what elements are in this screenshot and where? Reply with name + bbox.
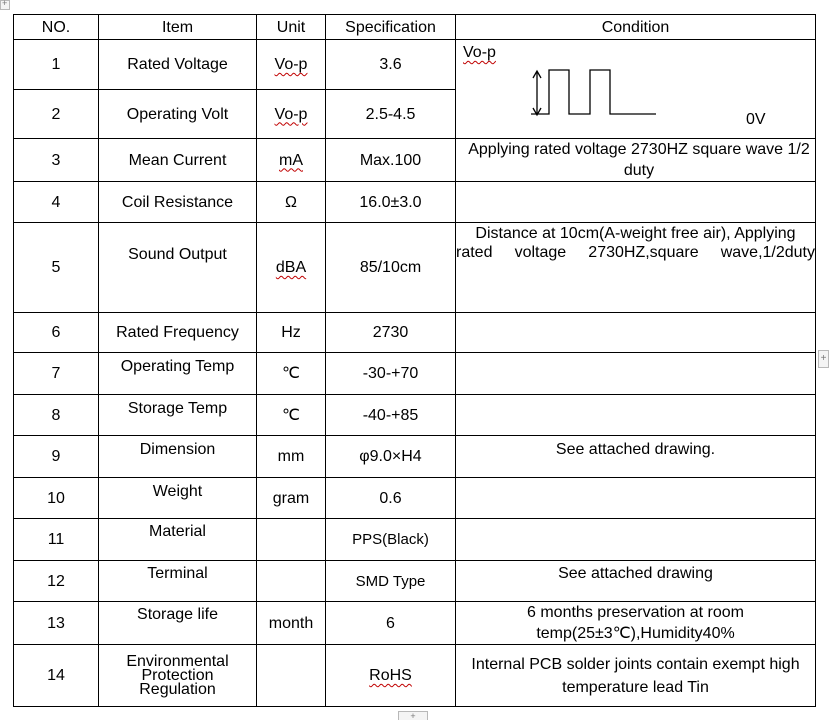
add-column-handle[interactable]: + xyxy=(818,350,829,368)
row-condition: See attached drawing xyxy=(456,561,816,602)
row-item: Dimension xyxy=(99,436,257,478)
row-spec: 3.6 xyxy=(326,40,456,90)
row-no: 5 xyxy=(14,223,99,313)
row-item: Terminal xyxy=(99,561,257,602)
row-spec: -30-+70 xyxy=(326,353,456,395)
table-row xyxy=(14,313,816,353)
wave-baseline-label: 0V xyxy=(746,111,766,128)
table-row xyxy=(14,519,816,561)
header-unit: Unit xyxy=(257,15,326,40)
row-unit xyxy=(257,90,326,139)
table-row xyxy=(14,436,816,478)
row-condition: Internal PCB solder joints contain exempt high temperature lead Tin xyxy=(456,645,816,707)
row-spec: Max.100 xyxy=(326,139,456,182)
row-item: Rated Frequency xyxy=(99,313,257,353)
unit-text: Vo-p xyxy=(274,105,308,123)
unit-text: Vo-p xyxy=(274,56,308,73)
table-row xyxy=(14,561,816,602)
row-item: Material xyxy=(99,519,257,561)
row-condition: 6 months preservation at room temp(25±3℃),Humidity40% xyxy=(456,602,816,645)
row-condition xyxy=(456,478,816,519)
row-condition xyxy=(456,395,816,436)
row-spec: SMD Type xyxy=(326,561,456,602)
row-item: Storage life xyxy=(99,602,257,645)
row-spec: φ9.0×H4 xyxy=(326,436,456,478)
wave-amplitude-label: Vo-p xyxy=(463,44,496,61)
row-condition xyxy=(456,313,816,353)
row-no: 12 xyxy=(14,561,99,602)
row-no: 6 xyxy=(14,313,99,353)
row-unit xyxy=(257,561,326,602)
row-unit: ℃ xyxy=(257,395,326,436)
row-spec: 2.5-4.5 xyxy=(326,90,456,139)
header-specification: Specification xyxy=(326,15,456,40)
row-no: 10 xyxy=(14,478,99,519)
table-move-handle[interactable] xyxy=(0,0,10,10)
header-condition: Condition xyxy=(456,15,816,40)
row-no: 13 xyxy=(14,602,99,645)
row-item: Storage Temp xyxy=(99,395,257,436)
unit-text: dBA xyxy=(275,259,307,276)
row-spec: -40-+85 xyxy=(326,395,456,436)
header-no: NO. xyxy=(14,15,99,40)
row-condition: Distance at 10cm(A-weight free air), Applying rated voltage 2730HZ,square wave,1/2duty xyxy=(456,223,816,313)
row-no: 4 xyxy=(14,182,99,223)
waveform-cell xyxy=(456,40,816,139)
table-row xyxy=(14,395,816,436)
row-condition xyxy=(456,353,816,395)
row-unit xyxy=(257,40,326,90)
unit-text: mA xyxy=(279,151,303,169)
row-spec: 85/10cm xyxy=(326,223,456,313)
row-unit: Ω xyxy=(257,182,326,223)
row-no: 7 xyxy=(14,353,99,395)
row-item: Sound Output xyxy=(99,223,257,313)
header-item: Item xyxy=(99,15,257,40)
spec-text: RoHS xyxy=(369,667,412,684)
row-unit: gram xyxy=(257,478,326,519)
row-unit: month xyxy=(257,602,326,645)
specification-table xyxy=(13,14,816,707)
table-row xyxy=(14,645,816,707)
row-no: 11 xyxy=(14,519,99,561)
row-no: 1 xyxy=(14,40,99,90)
table-row xyxy=(14,182,816,223)
row-unit: mm xyxy=(257,436,326,478)
row-item: Coil Resistance xyxy=(99,182,257,223)
row-item: Operating Temp xyxy=(99,353,257,395)
row-unit xyxy=(257,645,326,707)
row-no: 8 xyxy=(14,395,99,436)
table-row xyxy=(14,353,816,395)
row-no: 14 xyxy=(14,645,99,707)
table-row xyxy=(14,478,816,519)
row-spec: PPS(Black) xyxy=(326,519,456,561)
row-spec: 2730 xyxy=(326,313,456,353)
row-item: Environmental Protection Regulation xyxy=(99,645,257,707)
table-row xyxy=(14,223,816,313)
add-row-handle[interactable]: + xyxy=(398,711,428,720)
row-no: 2 xyxy=(14,90,99,139)
row-unit: ℃ xyxy=(257,353,326,395)
row-item: Weight xyxy=(99,478,257,519)
row-no: 3 xyxy=(14,139,99,182)
row-no: 9 xyxy=(14,436,99,478)
row-spec xyxy=(326,645,456,707)
table-row xyxy=(14,139,816,182)
row-unit xyxy=(257,139,326,182)
row-item: Operating Volt xyxy=(99,90,257,139)
row-spec: 16.0±3.0 xyxy=(326,182,456,223)
row-condition: Applying rated voltage 2730HZ square wave 1/2 duty xyxy=(456,139,816,182)
row-spec: 0.6 xyxy=(326,478,456,519)
row-condition: See attached drawing. xyxy=(456,436,816,478)
row-item: Mean Current xyxy=(99,139,257,182)
row-unit: Hz xyxy=(257,313,326,353)
table-row xyxy=(14,40,816,90)
table-row xyxy=(14,602,816,645)
row-spec: 6 xyxy=(326,602,456,645)
row-unit xyxy=(257,223,326,313)
row-unit xyxy=(257,519,326,561)
row-condition xyxy=(456,519,816,561)
row-condition xyxy=(456,182,816,223)
table-header-row xyxy=(14,15,816,40)
row-item: Rated Voltage xyxy=(99,40,257,90)
